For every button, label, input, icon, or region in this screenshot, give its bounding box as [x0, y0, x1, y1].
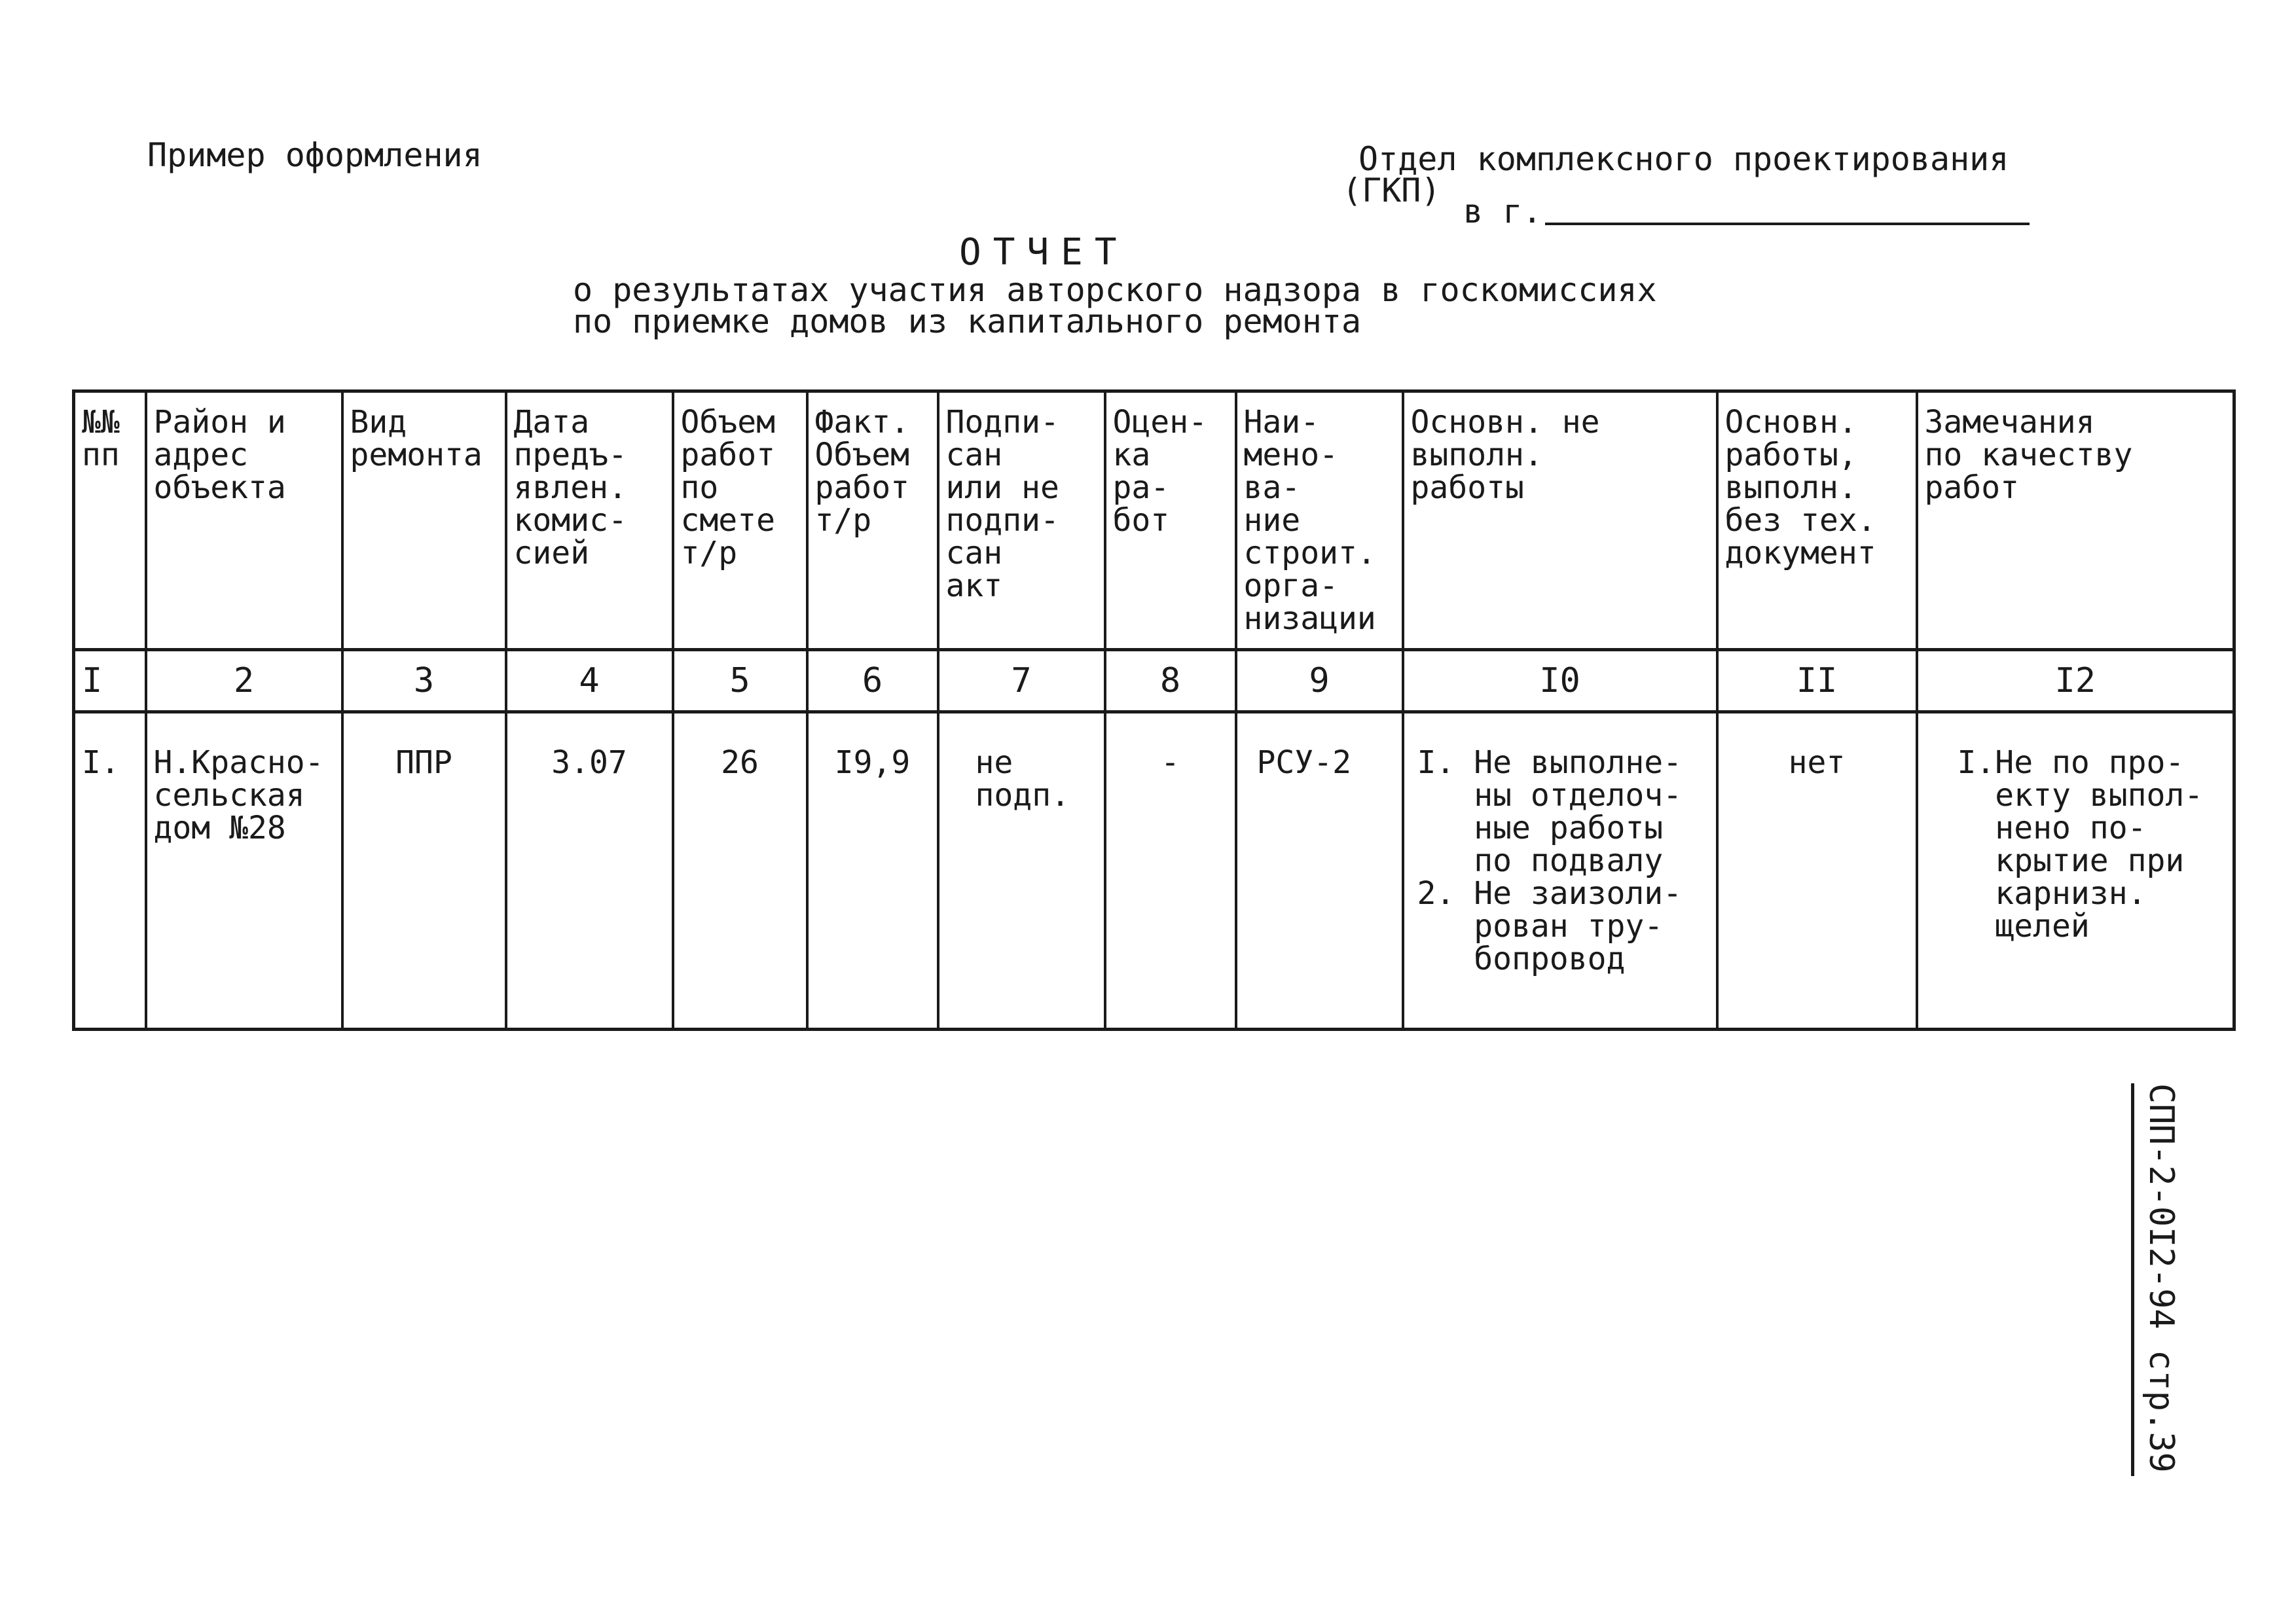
cell-act-signed: не подп.: [938, 712, 1105, 1030]
cell-repair-type: ППР: [342, 712, 506, 1030]
example-note: Пример оформления: [147, 136, 483, 174]
col-header-actual: Факт. Объем работ т/р: [807, 391, 938, 650]
col-number: I0: [1403, 650, 1717, 712]
col-number: II: [1717, 650, 1917, 712]
column-number-row: [74, 650, 2234, 712]
col-number: 8: [1105, 650, 1236, 712]
report-subtitle-line1: о результатах участия авторского надзора в госкомиссиях: [573, 271, 1657, 309]
col-number: 2: [146, 650, 342, 712]
col-header-address: Район и адрес объекта: [146, 391, 342, 650]
col-number: I2: [1917, 650, 2234, 712]
cell-remarks: I.Не по про- екту выпол- нено по- крытие при карнизн. щелей: [1917, 712, 2234, 1030]
col-header-remarks: Замечания по качеству работ: [1917, 391, 2234, 650]
cell-address: Н.Красно- сельская дом №28: [146, 712, 342, 1030]
cell-rating: -: [1105, 712, 1236, 1030]
document-code: СПП-2-0I2-94 стр.39: [2131, 1083, 2184, 1476]
table-row: [74, 712, 2234, 1030]
department-name: Отдел комплексного проектирования: [1358, 140, 2009, 178]
col-header-not-done: Основн. не выполн. работы: [1403, 391, 1717, 650]
cell-actual: I9,9: [807, 712, 938, 1030]
table-header-row: [74, 391, 2234, 650]
report-table: [72, 389, 2236, 1031]
cell-number: I.: [74, 712, 146, 1030]
cell-organization: РСУ-2: [1236, 712, 1403, 1030]
col-number: 3: [342, 650, 506, 712]
col-header-date: Дата предъ- явлен. комис- сией: [506, 391, 673, 650]
col-header-estimate: Объем работ по смете т/р: [673, 391, 807, 650]
cell-date: 3.07: [506, 712, 673, 1030]
col-header-act-signed: Подпи- сан или не подпи- сан акт: [938, 391, 1105, 650]
col-number: 9: [1236, 650, 1403, 712]
col-header-without-docs: Основн. работы, выполн. без тех. документ: [1717, 391, 1917, 650]
cell-without-docs: нет: [1717, 712, 1917, 1030]
cell-estimate: 26: [673, 712, 807, 1030]
col-number: 5: [673, 650, 807, 712]
col-header-rating: Оцен- ка ра- бот: [1105, 391, 1236, 650]
department-code: (ГКП): [1342, 171, 1441, 209]
city-label: в г.: [1463, 192, 1542, 230]
col-number: I: [74, 650, 146, 712]
report-title: ОТЧЕТ: [959, 231, 1129, 274]
col-header-organization: Наи- мено- ва- ние строит. орга- низации: [1236, 391, 1403, 650]
col-header-repair-type: Вид ремонта: [342, 391, 506, 650]
cell-not-done: I. Не выполне- ны отделоч- ные работы по подвалу 2. Не заизоли- рован тру- бопровод: [1403, 712, 1717, 1030]
col-number: 4: [506, 650, 673, 712]
col-header-number: №№ пп: [74, 391, 146, 650]
report-subtitle-line2: по приемке домов из капитального ремонта: [573, 302, 1362, 340]
col-number: 6: [807, 650, 938, 712]
col-number: 7: [938, 650, 1105, 712]
city-field-line: [1545, 223, 2030, 225]
